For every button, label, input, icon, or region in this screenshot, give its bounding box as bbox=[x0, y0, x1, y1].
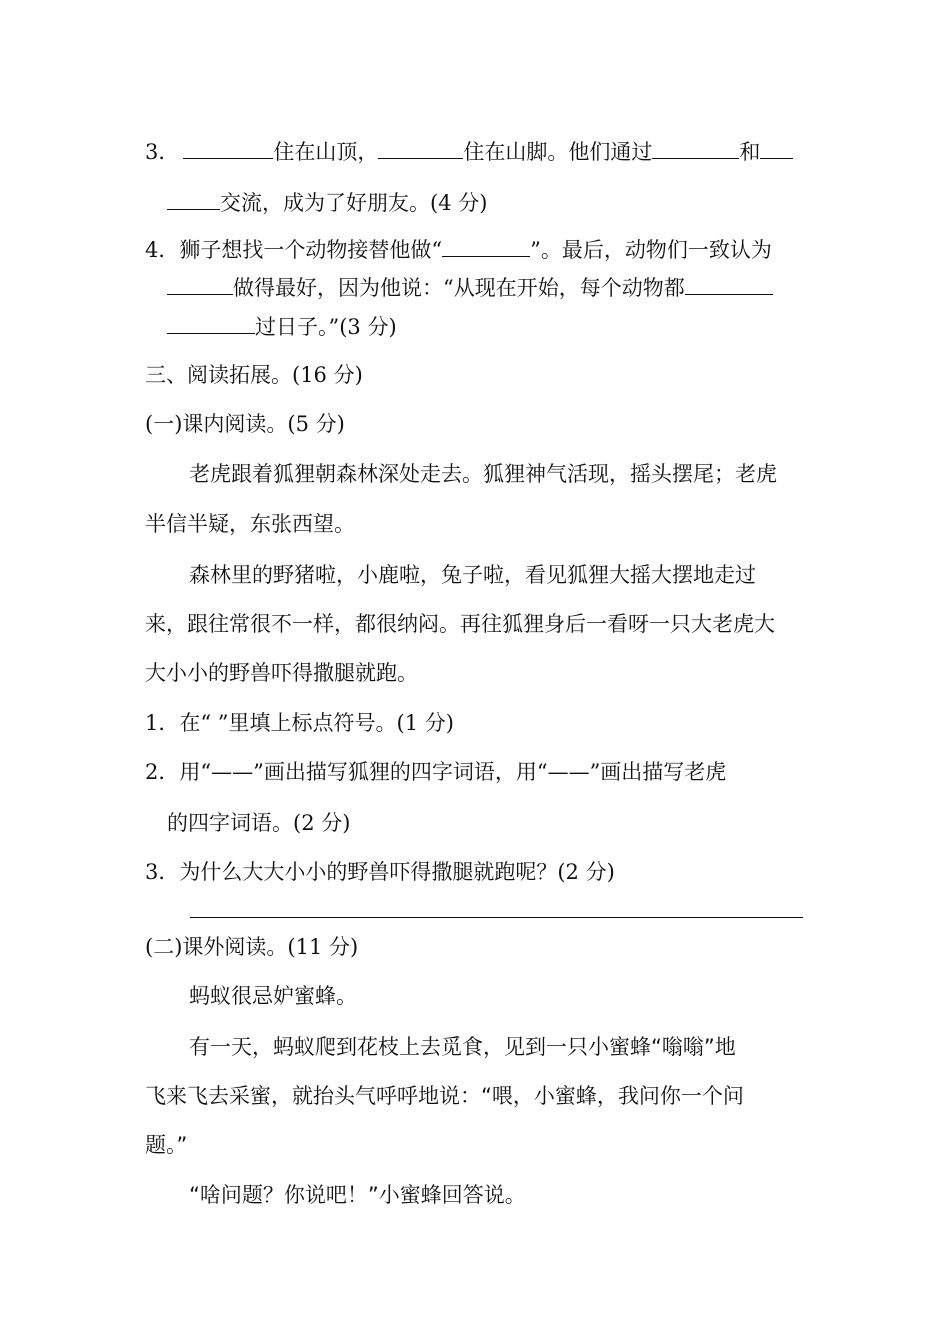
passage-line: 老虎跟着狐狸朝森林深处走去。狐狸神气活现，摇头摆尾；老虎 bbox=[189, 462, 777, 486]
question-text: 2．用“——”画出描写狐狸的四字词语，用“——”画出描写老虎 bbox=[145, 760, 727, 784]
passage-line: 半信半疑，东张西望。 bbox=[145, 512, 355, 536]
question-text: 交流，成为了好朋友。(4 分) bbox=[220, 190, 488, 215]
question-4-line-3 bbox=[167, 314, 397, 338]
question-text: 住在山脚。他们通过 bbox=[463, 139, 653, 164]
question-3-line-2 bbox=[167, 190, 487, 214]
fill-blank[interactable] bbox=[442, 237, 530, 257]
passage-line: 森林里的野猪啦，小鹿啦，兔子啦，看见狐狸大摇大摆地走过 bbox=[189, 563, 756, 587]
question-text: 3．为什么大大小小的野兽吓得撒腿就跑呢？(2 分) bbox=[145, 860, 615, 884]
question-text: 和 bbox=[739, 139, 761, 164]
passage-line: “啥问题？你说吧！”小蜜蜂回答说。 bbox=[189, 1183, 526, 1207]
question-number: 3． bbox=[145, 139, 180, 164]
fill-blank[interactable] bbox=[378, 139, 463, 159]
passage-line: 飞来飞去采蜜，就抬头气呼呼地说：“喂，小蜜蜂，我问你一个问 bbox=[145, 1084, 744, 1108]
subsection-heading: (二)课外阅读。(11 分) bbox=[145, 935, 359, 959]
fill-blank[interactable] bbox=[652, 139, 739, 159]
passage-line: 有一天，蚂蚁爬到花枝上去觅食，见到一只小蜜蜂“嗡嗡”地 bbox=[189, 1035, 736, 1059]
question-4-line-1 bbox=[145, 237, 772, 261]
question-text: ”。最后，动物们一致认为 bbox=[530, 237, 772, 262]
question-text: 狮子想找一个动物接替他做“ bbox=[179, 237, 443, 262]
question-4-line-2 bbox=[167, 275, 773, 299]
question-text: 过日子。”(3 分) bbox=[255, 314, 397, 339]
passage-line: 大小小的野兽吓得撒腿就跑。 bbox=[145, 661, 418, 685]
fill-blank[interactable] bbox=[167, 314, 255, 334]
question-3-line-1 bbox=[145, 139, 793, 163]
fill-blank[interactable] bbox=[685, 275, 773, 295]
question-text: 住在山顶， bbox=[273, 139, 379, 164]
question-text: 1．在“ ”里填上标点符号。(1 分) bbox=[145, 711, 454, 735]
question-text: 做得最好，因为他说：“从现在开始，每个动物都 bbox=[233, 275, 685, 300]
subsection-heading: (一)课内阅读。(5 分) bbox=[145, 412, 345, 436]
fill-blank[interactable] bbox=[167, 275, 233, 295]
passage-line: 蚂蚁很忌妒蜜蜂。 bbox=[189, 984, 357, 1008]
answer-line[interactable] bbox=[190, 917, 803, 918]
fill-blank[interactable] bbox=[760, 139, 793, 159]
fill-blank[interactable] bbox=[183, 139, 273, 159]
passage-line: 来，跟往常很不一样，都很纳闷。再往狐狸身后一看呀一只大老虎大 bbox=[145, 612, 775, 636]
question-text: 的四字词语。(2 分) bbox=[167, 811, 351, 835]
section-heading: 三、阅读拓展。(16 分) bbox=[145, 363, 363, 387]
passage-line: 题。” bbox=[145, 1133, 188, 1157]
question-number: 4． bbox=[145, 237, 180, 262]
fill-blank[interactable] bbox=[167, 190, 220, 210]
